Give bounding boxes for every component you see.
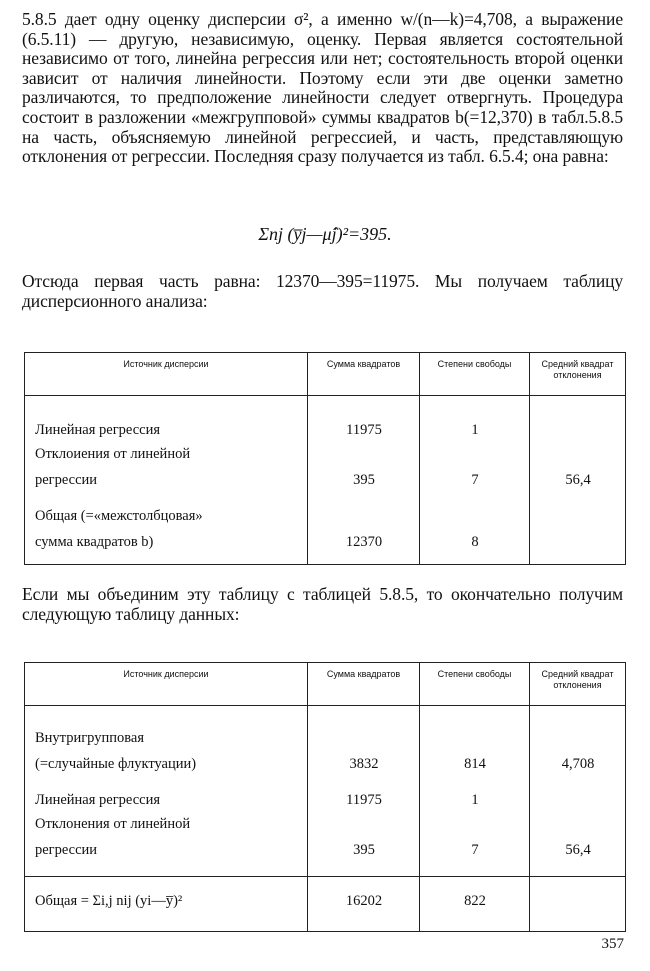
table-body-row <box>25 706 626 877</box>
cell-sum-total: 16202 <box>345 893 383 909</box>
row-label-deviation-2: регрессии <box>35 842 98 858</box>
cell-ms-deviation: 56,4 <box>565 842 591 858</box>
row-label-within-2: (=случайные флуктуации) <box>35 756 197 772</box>
cell-ms-within: 4,708 <box>561 756 595 772</box>
cell-df-within: 814 <box>464 756 486 772</box>
cell-df-linear: 1 <box>471 422 479 438</box>
cell-sum-linear: 11975 <box>346 792 382 808</box>
header-df: Степени свободы <box>420 353 530 396</box>
page-number: 357 <box>601 936 624 952</box>
header-source: Источник дисперсии <box>25 663 308 706</box>
header-sum: Сумма квадратов <box>308 353 420 396</box>
anova-table-2 <box>24 662 626 932</box>
row-label-within-1: Внутригрупповая <box>35 730 144 746</box>
row-label-total: Общая = Σi,j nij (yi—y̅)² <box>35 893 183 909</box>
cell-sum-total: 12370 <box>345 534 383 550</box>
cell-df-total: 822 <box>464 893 486 909</box>
cell-df-deviation: 7 <box>471 472 479 488</box>
cell-df-total: 8 <box>471 534 479 550</box>
cell-ms-deviation: 56,4 <box>565 472 591 488</box>
cell-df-deviation: 7 <box>471 842 479 858</box>
cell-sum-deviation: 395 <box>353 472 375 488</box>
row-label-deviation-1: Отклонения от линейной <box>35 816 191 832</box>
header-source: Источник дисперсии <box>25 353 308 396</box>
header-ms: Средний квадрат отклонения <box>530 353 626 396</box>
header-sum: Сумма квадратов <box>308 663 420 706</box>
header-ms: Средний квадрат отклонения <box>530 663 626 706</box>
row-label-linear: Линейная регрессия <box>35 422 161 438</box>
row-label-linear: Линейная регрессия <box>35 792 161 808</box>
formula-deviation-sum: Σnj (y̅j—μ̂j)²=395. <box>258 224 392 244</box>
anova-table-1 <box>24 352 626 565</box>
row-label-total-2: сумма квадратов b) <box>35 534 154 550</box>
cell-df-linear: 1 <box>471 792 479 808</box>
header-df: Степени свободы <box>420 663 530 706</box>
table-header-row <box>25 353 626 396</box>
table-total-row <box>25 877 626 932</box>
row-label-deviation-1: Отклоиения от линейной <box>35 446 191 462</box>
paragraph-combine: Если мы объединим эту таблицу с таблицей 5.8.5, то окончательно получим следующую таблицу данных: <box>22 584 623 624</box>
paragraph-first-part: Отсюда первая часть равна: 12370—395=11975. Мы получаем таблицу дисперсионного анализа: <box>22 271 623 311</box>
paragraph-intro: 5.8.5 дает одну оценку дисперсии σ², а именно w/(n—k)=4,708, а выражение (6.5.11) — другую, независимую, оценку. Первая является состоятельной независимо от того, линейна регрессия или нет; состоятельность второй оценки зависит от наличия линейности. Поэтому если эти две оценки заметно различаются, то предположение линейности следует отвергнуть. Процедура состоит в разложении «межгрупповой» суммы квадратов b(=12,370) в табл.5.8.5 на часть, объясняемую линейной регрессией, и часть, представляющую отклонения от регрессии. Последняя сразу получается из табл. 6.5.4; она равна: <box>22 9 623 167</box>
cell-sum-deviation: 395 <box>353 842 375 858</box>
row-label-total-1: Общая (=«межстолбцовая» <box>35 508 203 524</box>
cell-sum-within: 3832 <box>349 756 379 772</box>
cell-sum-linear: 11975 <box>346 422 382 438</box>
table-header-row <box>25 663 626 706</box>
row-label-deviation-2: регрессии <box>35 472 98 488</box>
table-body-row <box>25 396 626 565</box>
